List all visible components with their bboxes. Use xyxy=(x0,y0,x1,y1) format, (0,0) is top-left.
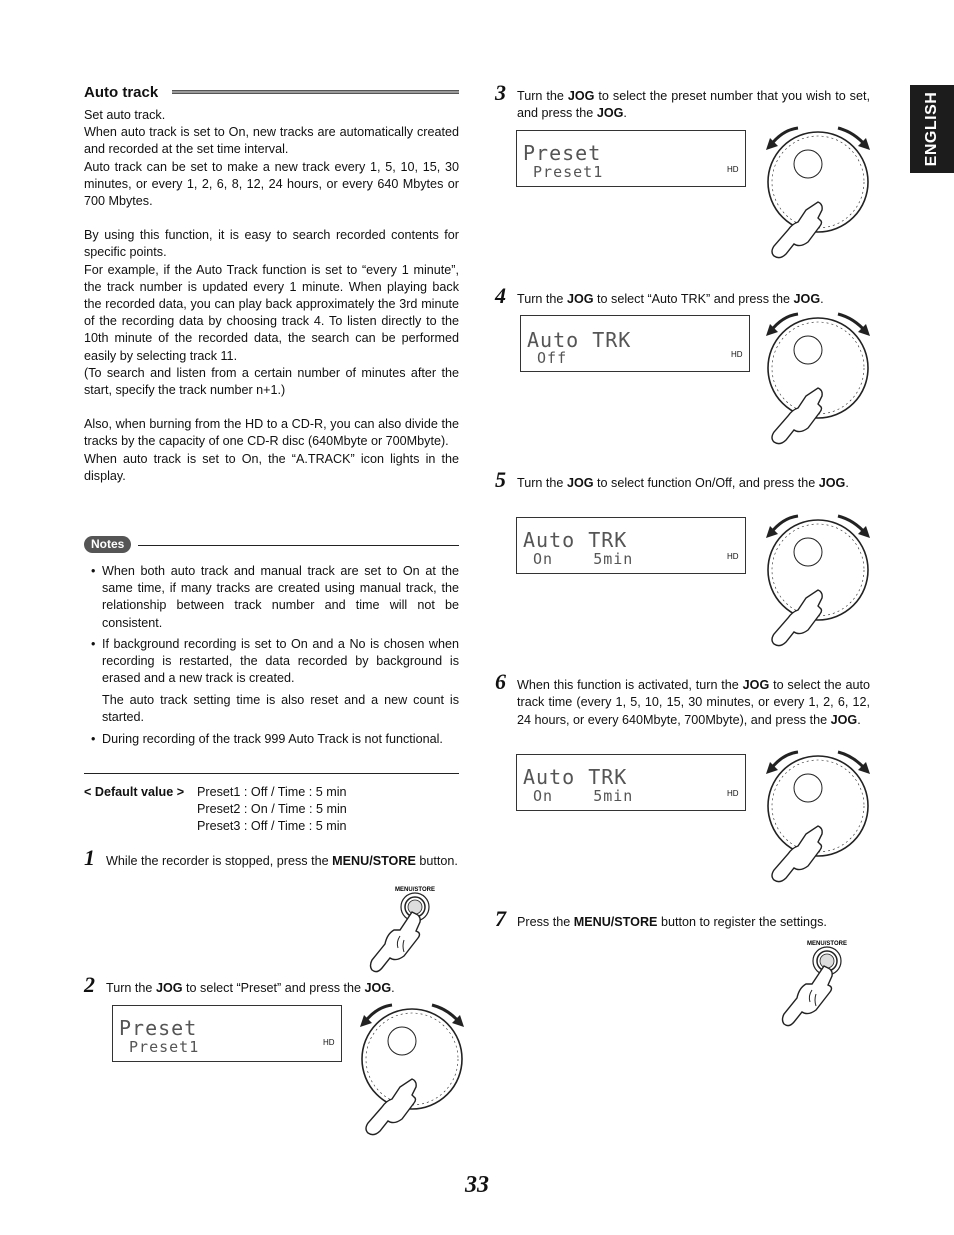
hd-indicator: HD xyxy=(727,789,739,798)
step-text: Turn the JOG to select the preset number that you wish to set, and press the JOG. xyxy=(517,89,870,121)
note-item: • When both auto track and manual track are set to On at the same time, if many tracks are created using manual track, the relationship between track number and time will not be consistent. xyxy=(91,564,459,630)
default-value-label: < Default value > xyxy=(84,785,185,799)
lcd-display: Auto TRK Off HD xyxy=(520,315,750,372)
note-item: The auto track setting time is also reset and a new count is started. xyxy=(102,693,459,725)
notes-badge: Notes xyxy=(84,536,131,553)
menu-store-button-illustration xyxy=(360,882,440,992)
divider xyxy=(84,773,459,774)
language-tab xyxy=(910,85,954,173)
paragraph: For example, if the Auto Track function is set to “every 1 minute”, the track number is updated every 1 minute. When playing back the recorded data, you can play back approximately the 3rd minute of the recording data by choosing track 4. To listen directly to the 10th minute of the recorded data, the search can be performed easily by selecting track 11. xyxy=(84,262,459,363)
language-tab-label: ENGLISH xyxy=(923,91,940,167)
step-number: 2 xyxy=(84,972,95,997)
jog-dial-illustration xyxy=(762,514,874,650)
jog-dial-illustration xyxy=(356,1003,468,1139)
step-number: 4 xyxy=(495,283,506,308)
jog-dial-illustration xyxy=(762,126,874,262)
button-caption: MENU/STORE xyxy=(395,887,435,893)
note-item: • If background recording is set to On and a No is chosen when recording is restarted, the data recorded by background is erased and a new track is created. xyxy=(91,637,459,686)
page-number: 33 xyxy=(465,1172,489,1198)
section-heading: Auto track xyxy=(84,84,159,101)
step-text: Turn the JOG to select “Auto TRK” and press the JOG. xyxy=(517,292,824,306)
default-value: Preset1 : Off / Time : 5 min xyxy=(197,785,347,799)
paragraph: Auto track can be set to make a new track every 1, 5, 10, 15, 30 minutes, or every 1, 2, 6, 8, 12, 24 hours, or every 640 Mbytes or 700 Mbytes. xyxy=(84,159,459,209)
paragraph: When auto track is set to On, new tracks are automatically created and recorded at the set time interval. xyxy=(84,125,459,157)
step-number: 6 xyxy=(495,669,506,694)
lcd-display: Preset Preset1 HD xyxy=(516,130,746,187)
paragraph: By using this function, it is easy to search recorded contents for specific points. xyxy=(84,228,459,260)
lcd-display: Auto TRK On 5min HD xyxy=(516,754,746,811)
step-text: Turn the JOG to select “Preset” and press the JOG. xyxy=(106,981,395,995)
jog-dial-illustration xyxy=(762,312,874,448)
paragraph: (To search and listen from a certain number of minutes after the start, specify the track number n+1.) xyxy=(84,365,459,398)
step-number: 5 xyxy=(495,467,506,492)
jog-dial-illustration xyxy=(762,750,874,886)
note-item: • During recording of the track 999 Auto Track is not functional. xyxy=(91,732,443,746)
lcd-display: Auto TRK On 5min HD xyxy=(516,517,746,574)
notes-rule xyxy=(138,545,459,546)
paragraph: Also, when burning from the HD to a CD-R, you can also divide the tracks by the capacity of one CD-R disc (640Mbyte or 700Mbyte). xyxy=(84,417,459,449)
step-text: While the recorder is stopped, press the MENU/STORE button. xyxy=(106,854,458,868)
default-value: Preset2 : On / Time : 5 min xyxy=(197,802,347,816)
step-number: 1 xyxy=(84,845,95,870)
step-text: Turn the JOG to select function On/Off, and press the JOG. xyxy=(517,476,849,490)
paragraph: Set auto track. xyxy=(84,108,166,122)
step-number: 3 xyxy=(495,80,506,105)
hd-indicator: HD xyxy=(727,552,739,561)
intro-text xyxy=(84,107,459,485)
menu-store-button-illustration xyxy=(772,936,852,1046)
default-value: Preset3 : Off / Time : 5 min xyxy=(197,819,347,833)
hd-indicator: HD xyxy=(323,1038,335,1047)
step-number: 7 xyxy=(495,906,506,931)
button-caption: MENU/STORE xyxy=(807,941,847,947)
hd-indicator: HD xyxy=(731,350,743,359)
lcd-display: Preset Preset1 HD xyxy=(112,1005,342,1062)
step-text: Press the MENU/STORE button to register the settings. xyxy=(517,915,827,929)
paragraph: When auto track is set to On, the “A.TRACK” icon lights in the display. xyxy=(84,451,459,483)
step-text: When this function is activated, turn the JOG to select the auto track time (every 1, 5, 10, 15, 30 minutes, or every 1, 2, 6, 12, 24 hours, or every 640Mbyte, 700Mbyte), and press the JOG. xyxy=(517,678,870,727)
hd-indicator: HD xyxy=(727,165,739,174)
heading-rule xyxy=(172,90,459,94)
